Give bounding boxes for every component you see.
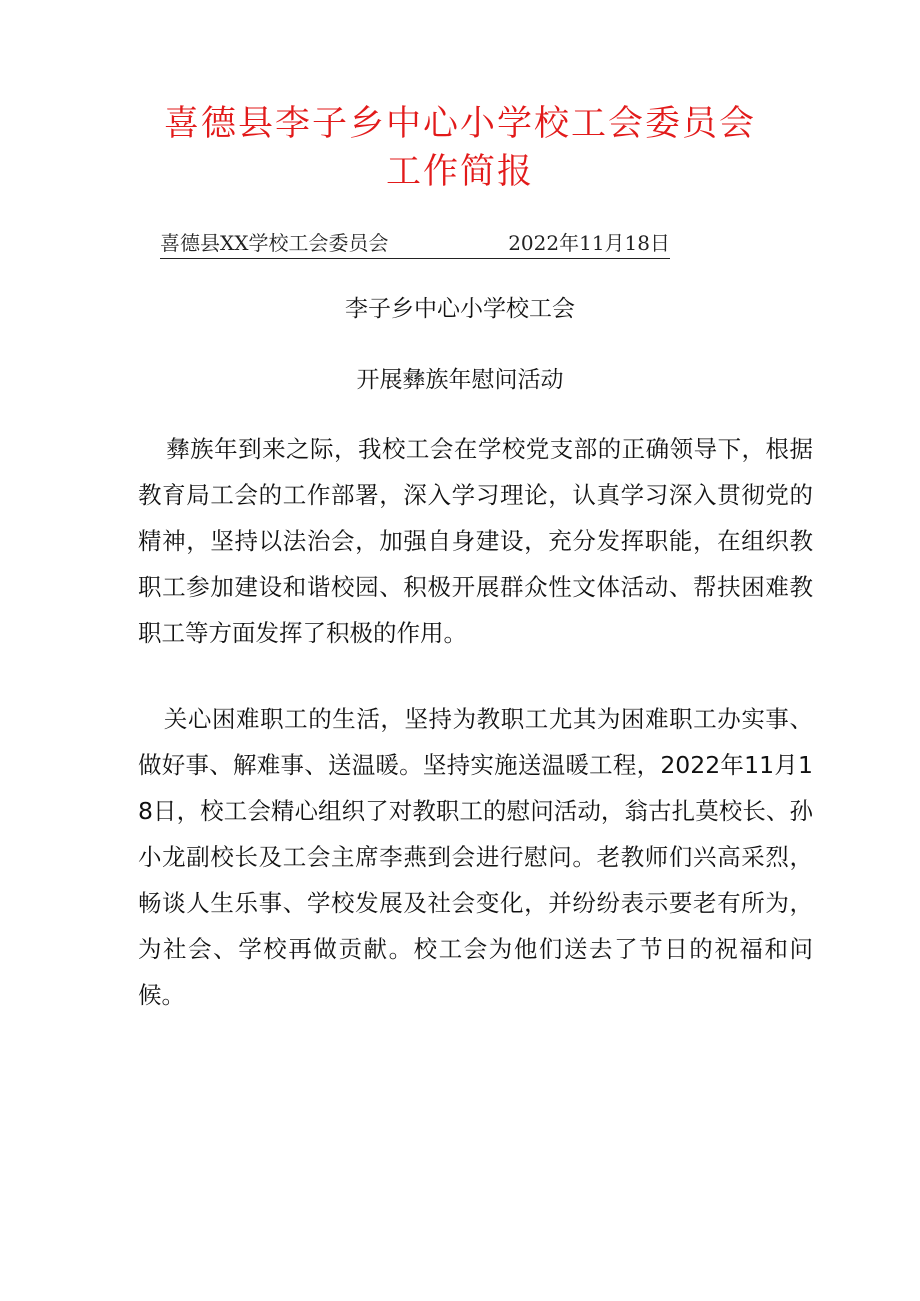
byline-date: 2022年11月18日 xyxy=(508,231,670,255)
article-paragraph-1: 彝族年到来之际，我校工会在学校党支部的正确领导下，根据教育局工会的工作部署，深入学习理论，认真学习深入贯彻党的精神，坚持以法治会，加强自身建设，充分发挥职能，在组织教职工参加建设和谐校园、积极开展群众性文体活动、帮扶困难教职工等方面发挥了积极的作用。 xyxy=(138,435,813,647)
byline xyxy=(160,228,670,259)
article-paragraph-2: 关心困难职工的生活，坚持为教职工尤其为困难职工办实事、做好事、解难事、送温暖。坚持实施送温暖工程，2022年11月18日，校工会精心组织了对教职工的慰问活动，翁古扎莫校长、孙小龙副校长及工会主席李燕到会进行慰问。老教师们兴高采烈，畅谈人生乐事、学校发展及社会变化，并纷纷表示要老有所为，为社会、学校再做贡献。校工会为他们送去了节日的祝福和问候。 xyxy=(138,705,813,1009)
page-title-line-2: 工作简报 xyxy=(385,152,534,192)
page-title-line-1: 喜德县李子乡中心小学校工会委员会 xyxy=(163,104,756,144)
article-subtitle-2: 开展彝族年慰问活动 xyxy=(356,367,564,393)
byline-organization: 喜德县XX学校工会委员会 xyxy=(160,231,389,255)
article-subtitle-1: 李子乡中心小学校工会 xyxy=(345,296,575,322)
